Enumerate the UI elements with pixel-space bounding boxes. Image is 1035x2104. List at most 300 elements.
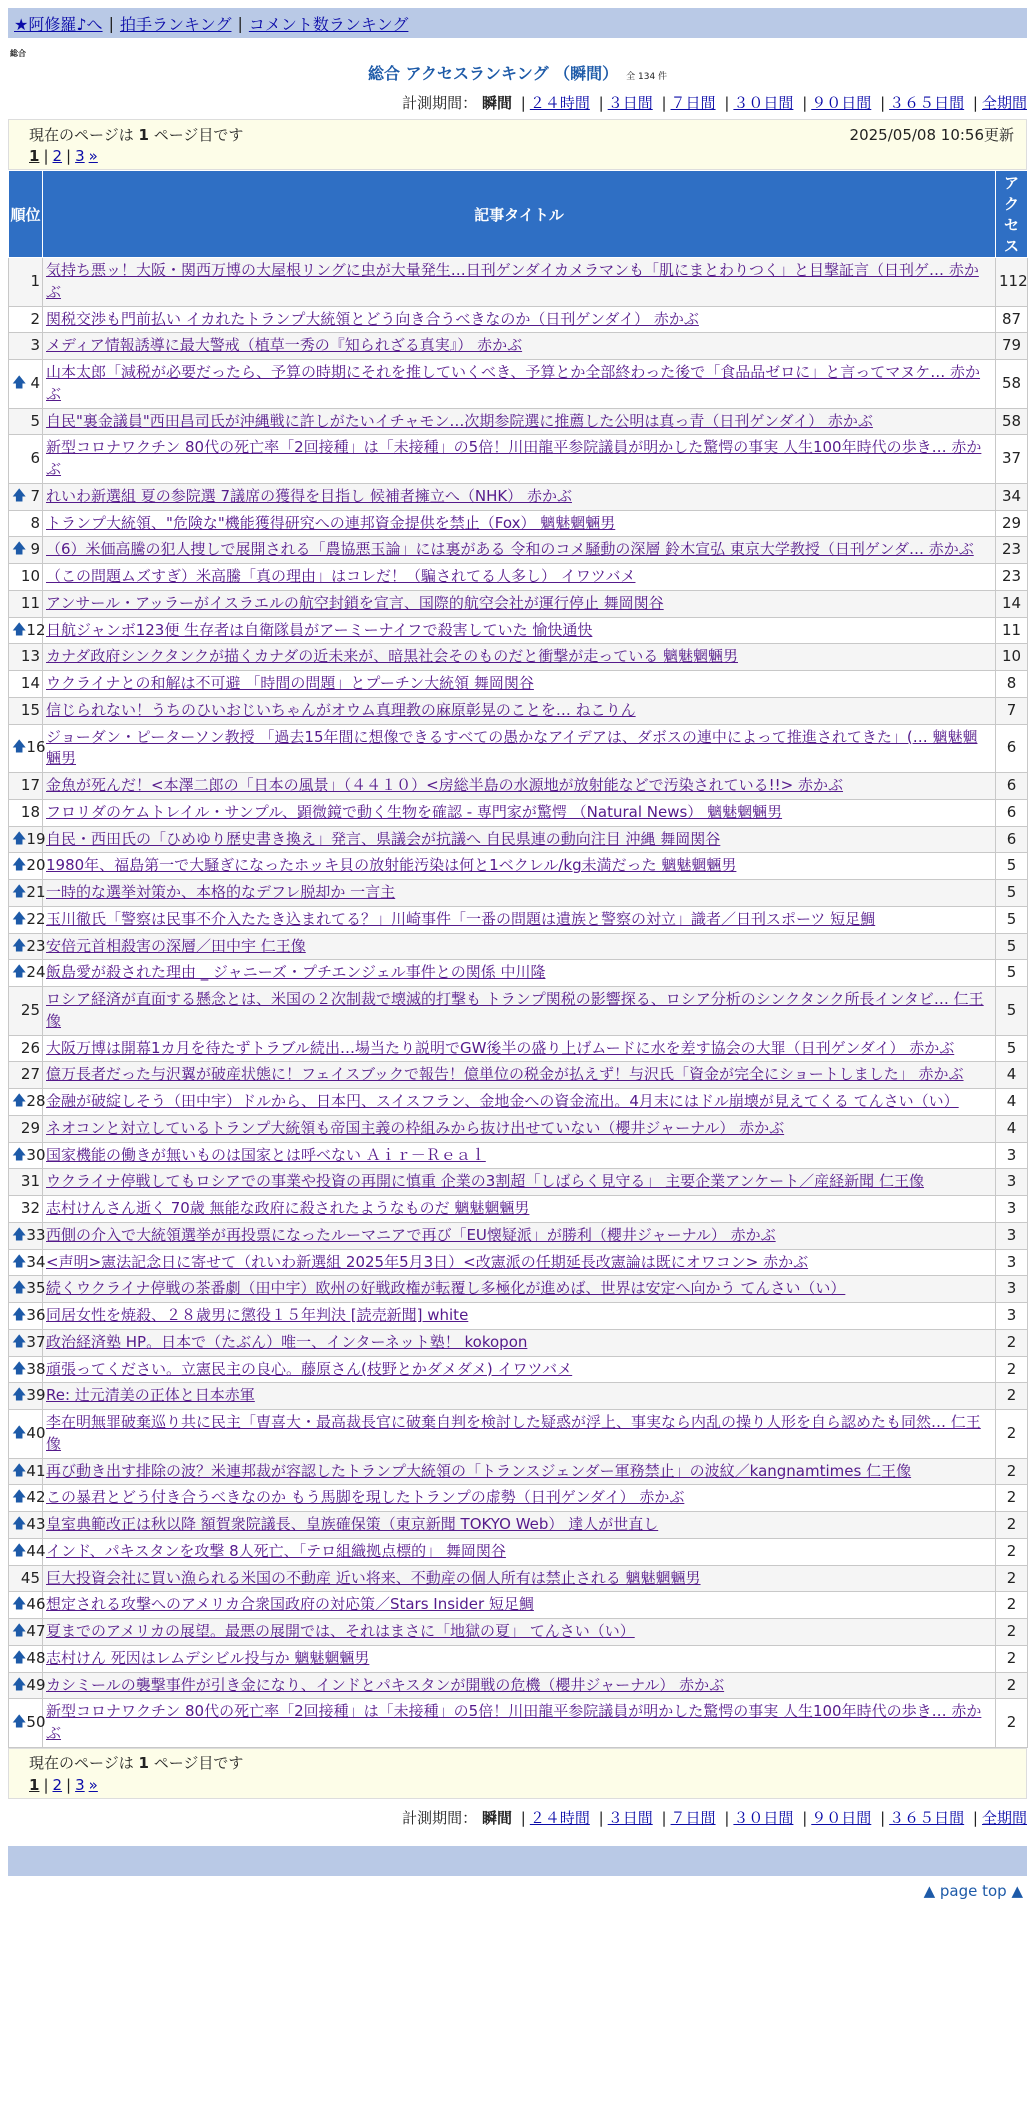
article-link[interactable]: 新型コロナワクチン 80代の死亡率「2回接種」は「未接種」の5倍！川田龍平参院議員が明かした驚愕の事実 人生100年時代の歩き… 赤かぶ (46, 438, 982, 478)
table-row (9, 1619, 1028, 1646)
rank-cell (9, 1699, 46, 1748)
article-link[interactable]: 志村けん 死因はレムデシビル投与か 魑魅魍魎男 (46, 1648, 370, 1667)
period-selector-top: 計測期間： 瞬間 | ２４時間 | ３日間 | ７日間 | ３０日間 | ９０日間 | ３６５日間 | 全期間 (402, 94, 1027, 112)
rank-cell (9, 724, 46, 773)
access-count: 2 (996, 1619, 1028, 1646)
table-row (9, 1672, 1028, 1699)
table-row (9, 960, 1028, 987)
article-link[interactable]: 再び動き出す排除の波？米連邦裁が容認したトランプ大統領の「トランスジェンダー軍務禁止」の波紋／kangnamtimes 仁王像 (46, 1461, 912, 1480)
title-cell (43, 1512, 996, 1539)
rank-number: 22 (26, 909, 46, 928)
title-cell (43, 1592, 996, 1619)
rank-cell (9, 483, 43, 510)
table-row (9, 1062, 1028, 1089)
rank-cell (9, 537, 43, 564)
article-link[interactable]: ロシア経済が直面する懸念とは、米国の２次制裁で壊滅的打撃も トランプ関税の影響探る、ロシア分析のシンクタンク所長インタビ… 仁王像 (46, 990, 984, 1030)
period-current: 瞬間 (481, 1808, 512, 1827)
rank-up-arrow-icon: 🡅 (12, 1676, 27, 1693)
period-link-90d[interactable]: ９０日間 (811, 94, 872, 112)
article-link[interactable]: 巨大投資会社に買い漁られる米国の不動産 近い将来、不動産の個人所有は禁止される 魑魅魍魎男 (46, 1568, 701, 1587)
page-link-2[interactable]: 2 (52, 147, 63, 165)
title-cell (43, 1672, 996, 1699)
table-row (9, 724, 1028, 773)
title-cell (43, 1485, 996, 1512)
article-link[interactable]: この暴君とどう付き合うべきなのか もう馬脚を現したトランプの虚勢（日刊ゲンダイ） 赤かぶ (46, 1488, 685, 1507)
article-link[interactable]: 国家機能の働きが無いものは国家とは呼べない Ａｉｒ－Ｒｅａｌ (46, 1145, 486, 1164)
rank-up-arrow-icon: 🡅 (12, 937, 27, 954)
access-count: 79 (996, 333, 1028, 360)
table-row (9, 617, 1028, 644)
table-row (9, 590, 1028, 617)
article-link[interactable]: 志村けんさん逝く 70歳 無能な政府に殺されたようなものだ 魑魅魍魎男 (46, 1199, 530, 1217)
table-row (9, 1222, 1028, 1249)
rank-number: 17 (20, 776, 40, 794)
access-count: 5 (996, 933, 1028, 960)
article-link[interactable]: ネオコンと対立しているトランプ大統領も帝国主義の枠組みから抜け出せていない（櫻井ジャーナル） 赤かぶ (46, 1118, 785, 1137)
rank-up-arrow-icon: 🡅 (12, 1226, 27, 1243)
header-rank: 順位 (9, 171, 43, 258)
rank-number: 7 (30, 486, 40, 505)
home-link[interactable]: ★阿修羅♪へ (14, 14, 103, 34)
period-link-90d[interactable]: ９０日間 (811, 1808, 872, 1827)
rank-cell (9, 644, 43, 671)
rank-up-arrow-icon: 🡅 (12, 1714, 27, 1731)
article-link[interactable]: 信じられない！うちのひいおじいちゃんがオウム真理教の麻原彰晃のことを… ねこりん (46, 700, 636, 719)
article-link[interactable]: <声明>憲法記念日に寄せて（れいわ新選組 2025年5月3日）<改憲派の任期延長改憲論は既にオワコン> 赤かぶ (46, 1252, 809, 1271)
article-link[interactable]: ウクライナとの和解は不可避 「時間の問題」とプーチン大統領 舞岡関谷 (46, 674, 534, 692)
title-cell (43, 799, 996, 826)
rank-up-arrow-icon: 🡅 (12, 1360, 27, 1377)
table-row (9, 1699, 1028, 1748)
page-top-link[interactable]: ▲ page top ▲ (923, 1881, 1023, 1900)
title-cell (43, 880, 996, 907)
clap-ranking-link[interactable]: 拍手ランキング (119, 14, 232, 34)
rank-number: 45 (20, 1568, 40, 1587)
table-row (9, 906, 1028, 933)
period-link-7d[interactable]: ７日間 (670, 94, 716, 112)
rank-cell (9, 590, 43, 617)
period-link-30d[interactable]: ３０日間 (733, 94, 794, 112)
article-link[interactable]: 自民"裏金議員"西田昌司氏が沖縄戦に許しがたいイチャモン…次期参院選に推薦した公明は真っ青（日刊ゲンダイ） 赤かぶ (46, 411, 873, 430)
rank-up-arrow-icon: 🡅 (12, 857, 27, 874)
period-link-3d[interactable]: ３日間 (607, 94, 653, 112)
rank-up-arrow-icon: 🡅 (12, 884, 27, 900)
article-link[interactable]: 金融が破綻しそう（田中宇）ドルから、日本円、スイスフラン、金地金への資金流出。4月末にはドル崩壊が見えてくる てんさい（い） (46, 1092, 959, 1110)
table-row (9, 537, 1028, 564)
title-cell (43, 1089, 996, 1116)
rank-cell (9, 1512, 46, 1539)
article-link[interactable]: 同居女性を焼殺、２８歳男に懲役１５年判決 [読売新聞] white (46, 1306, 469, 1324)
rank-number: 43 (26, 1515, 46, 1533)
period-link-30d[interactable]: ３０日間 (733, 1808, 794, 1827)
title-cell (43, 987, 996, 1036)
rank-number: 21 (26, 883, 46, 901)
rank-up-arrow-icon: 🡅 (12, 374, 27, 391)
rank-number: 24 (26, 963, 46, 982)
rank-up-arrow-icon: 🡅 (12, 1387, 27, 1404)
table-row (9, 408, 1028, 435)
table-row (9, 1485, 1028, 1512)
table-row (9, 564, 1028, 591)
period-link-365d[interactable]: ３６５日間 (889, 1808, 965, 1827)
rank-cell (9, 258, 43, 307)
page-next-link[interactable]: » (88, 1775, 98, 1794)
access-count: 6 (996, 773, 1028, 800)
article-link[interactable]: 一時的な選挙対策か、本格的なデフレ脱却か 一言主 (46, 883, 396, 901)
article-link[interactable]: 気持ち悪ッ！大阪・関西万博の大屋根リングに虫が大量発生…日刊ゲンダイカメラマンも「肌にまとわりつく」と目撃証言（日刊ゲ… 赤かぶ (46, 261, 979, 301)
access-count: 34 (996, 483, 1028, 510)
table-row (9, 773, 1028, 800)
access-count: 23 (996, 537, 1028, 564)
rank-number: 28 (26, 1092, 46, 1110)
rank-cell (9, 360, 43, 409)
rank-cell (9, 697, 43, 724)
page-title (8, 61, 1027, 84)
article-link[interactable]: Re: 辻元清美の正体と日本赤軍 (46, 1386, 255, 1405)
title-cell (43, 906, 996, 933)
table-row (9, 671, 1028, 698)
rank-number: 36 (26, 1306, 46, 1324)
rank-cell (9, 1565, 43, 1592)
title-cell (43, 360, 996, 409)
rank-cell (9, 933, 46, 960)
article-link[interactable]: 夏までのアメリカの展望。最悪の展開では、それはまさに「地獄の夏」 てんさい（い） (46, 1622, 635, 1640)
access-count: 3 (996, 1142, 1028, 1169)
rank-cell (9, 1222, 46, 1249)
access-count: 8 (996, 671, 1028, 698)
table-row (9, 258, 1028, 307)
article-link[interactable]: ウクライナ停戦してもロシアでの事業や投資の再開に慎重 企業の3割超「しばらく見守る」 主要企業アンケート／産経新聞 仁王像 (46, 1172, 924, 1191)
rank-cell (9, 671, 43, 698)
article-link[interactable]: 安倍元首相殺害の深層／田中宇 仁王像 (46, 936, 306, 955)
rank-cell (9, 435, 43, 484)
rank-number: 27 (20, 1065, 40, 1084)
access-count: 6 (996, 724, 1028, 773)
rank-number: 16 (26, 738, 46, 757)
access-count: 58 (996, 360, 1028, 409)
title-cell (43, 564, 996, 591)
table-row (9, 880, 1028, 907)
title-cell (43, 1645, 996, 1672)
rank-cell (9, 510, 43, 537)
period-link-24h[interactable]: ２４時間 (529, 1808, 590, 1827)
rank-cell (9, 1383, 46, 1410)
rank-cell (9, 1249, 46, 1276)
table-row (9, 483, 1028, 510)
rank-number: 32 (20, 1199, 40, 1217)
article-link[interactable]: （この問題ムズすぎ）米高騰「真の理由」はコレだ！（騙されてる人多し） イワツバメ (46, 567, 636, 585)
title-cell (43, 590, 996, 617)
page-link-3[interactable]: 3 (75, 147, 85, 165)
access-count: 6 (996, 799, 1028, 826)
title-cell (43, 1115, 996, 1142)
title-cell (43, 853, 996, 880)
title-cell (43, 1538, 996, 1565)
access-count: 5 (996, 853, 1028, 880)
article-link[interactable]: カシミールの襲撃事件が引き金になり、インドとパキスタンが開戦の危機（櫻井ジャーナル） 赤かぶ (46, 1675, 725, 1694)
table-row (9, 1196, 1028, 1223)
table-row (9, 1356, 1028, 1383)
access-count: 2 (996, 1645, 1028, 1672)
title-cell (43, 671, 996, 698)
rank-number: 40 (26, 1423, 46, 1442)
article-link[interactable]: 自民・西田氏の「ひめゆり歴史書き換え」発言、県議会が抗議へ 自民県連の動向注目 沖縄 舞岡関谷 (46, 829, 721, 848)
access-count: 3 (996, 1276, 1028, 1303)
rank-up-arrow-icon: 🡅 (12, 1424, 27, 1441)
rank-cell (9, 853, 46, 880)
title-cell (43, 1035, 996, 1062)
article-link[interactable]: 続くウクライナ停戦の茶番劇（田中宇）欧州の好戦政権が転覆し多極化が進めば、世界は安定へ向かう てんさい（い） (46, 1279, 846, 1298)
access-count: 3 (996, 1169, 1028, 1196)
article-link[interactable]: れいわ新選組 夏の参院選 7議席の獲得を目指し 候補者擁立へ（NHK） 赤かぶ (46, 486, 572, 505)
access-count: 11 (996, 617, 1028, 644)
rank-cell (9, 987, 43, 1036)
total-count: 全 134 件 (626, 72, 668, 82)
table-row (9, 1169, 1028, 1196)
page-status: 現在のページは 1 ページ目です (29, 125, 244, 144)
page-link-3[interactable]: 3 (75, 1775, 85, 1794)
rank-up-arrow-icon: 🡅 (12, 1516, 27, 1532)
period-link-all[interactable]: 全期間 (981, 1808, 1027, 1827)
rank-cell (9, 1276, 46, 1303)
access-count: 87 (996, 306, 1028, 333)
rank-cell (9, 1619, 46, 1646)
article-link[interactable]: インド、パキスタンを攻撃 8人死亡、「テロ組織拠点標的」 舞岡関谷 (46, 1541, 506, 1560)
period-link-365d[interactable]: ３６５日間 (889, 94, 965, 112)
table-row (9, 1565, 1028, 1592)
rank-up-arrow-icon: 🡅 (12, 1093, 27, 1109)
rank-number: 15 (20, 700, 40, 719)
title-cell (43, 617, 996, 644)
nav-separator: | (108, 13, 114, 33)
table-row (9, 1276, 1028, 1303)
rank-cell (9, 960, 46, 987)
access-count: 23 (996, 564, 1028, 591)
article-link[interactable]: 李在明無罪破棄巡り共に民主「曺喜大・最高裁長官に破棄自判を検討した疑惑が浮上、事実なら内乱の操り人形を自ら認めたも同然… 仁王像 (46, 1413, 981, 1453)
table-row (9, 826, 1028, 853)
rank-cell (9, 1458, 46, 1485)
table-row (9, 1089, 1028, 1116)
access-count: 4 (996, 1115, 1028, 1142)
rank-cell (9, 1410, 46, 1459)
rank-number: 14 (20, 674, 40, 692)
rank-number: 18 (20, 802, 40, 821)
access-count: 4 (996, 1089, 1028, 1116)
rank-up-arrow-icon: 🡅 (12, 1333, 27, 1350)
title-cell (43, 1329, 996, 1356)
title-cell (43, 1196, 996, 1223)
title-cell (43, 1169, 996, 1196)
rank-number: 4 (30, 373, 40, 392)
period-link-3d[interactable]: ３日間 (607, 1808, 653, 1827)
title-cell (43, 306, 996, 333)
article-link[interactable]: 金魚が死んだ！<本澤二郎の「日本の風景」（４４１０）<房総半島の水源地が放射能などで汚染されている!!> 赤かぶ (46, 776, 844, 794)
rank-up-arrow-icon: 🡅 (12, 621, 27, 638)
title-cell (43, 933, 996, 960)
title-cell (43, 1356, 996, 1383)
period-current: 瞬間 (481, 94, 512, 112)
article-link[interactable]: 新型コロナワクチン 80代の死亡率「2回接種」は「未接種」の5倍！川田龍平参院議員が明かした驚愕の事実 人生100年時代の歩き… 赤かぶ (46, 1702, 982, 1742)
rank-cell (9, 773, 43, 800)
access-count: 2 (996, 1410, 1028, 1459)
article-link[interactable]: 飯島愛が殺された理由 _ ジャニーズ・プチエンジェル事件との関係 中川隆 (46, 963, 546, 982)
rank-cell (9, 1089, 46, 1116)
article-link[interactable]: 西側の介入で大統領選挙が再投票になったルーマニアで再び「EU懐疑派」が勝利（櫻井ジャーナル） 赤かぶ (46, 1225, 776, 1244)
article-link[interactable]: 日航ジャンボ123便 生存者は自衛隊員がアーミーナイフで殺害していた 愉快通快 (46, 620, 593, 639)
rank-cell (9, 1672, 46, 1699)
rank-number: 9 (30, 540, 40, 559)
title-cell (43, 1303, 996, 1330)
rank-up-arrow-icon: 🡅 (12, 1307, 27, 1323)
article-link[interactable]: 政治経済塾 HP。日本で（たぶん）唯一、インターネット塾！ kokopon (46, 1332, 528, 1351)
access-count: 5 (996, 906, 1028, 933)
period-label: 計測期間： (402, 1808, 478, 1827)
access-count: 2 (996, 1565, 1028, 1592)
bottom-bar (8, 1846, 1027, 1876)
table-row (9, 1142, 1028, 1169)
period-link-7d[interactable]: ７日間 (670, 1808, 716, 1827)
rank-number: 38 (26, 1359, 46, 1378)
rank-up-arrow-icon: 🡅 (12, 1623, 27, 1639)
article-link[interactable]: アンサール・アッラーがイスラエルの航空封鎖を宣言、国際的航空会社が運行停止 舞岡関谷 (46, 593, 664, 612)
table-row (9, 1592, 1028, 1619)
table-row (9, 1035, 1028, 1062)
rank-number: 26 (20, 1038, 40, 1057)
table-row (9, 1538, 1028, 1565)
rank-number: 8 (30, 513, 40, 532)
title-cell (43, 1062, 996, 1089)
title-cell (43, 826, 996, 853)
title-cell (43, 1383, 996, 1410)
article-link[interactable]: 1980年、福島第一で大騒ぎになったホッキ貝の放射能汚染は何と1ベクレル/kg未満だった 魑魅魍魎男 (46, 856, 737, 875)
access-count: 10 (996, 644, 1028, 671)
article-link[interactable]: 億万長者だった与沢翼が破産状態に！フェイスブックで報告！億単位の税金が払えず！与沢氏「資金が完全にショートしました」 赤かぶ (46, 1065, 964, 1084)
article-link[interactable]: 山本太郎「減税が必要だったら、予算の時期にそれを推していくべき、予算とか全部終わった後で「食品品ゼロに」と言ってマヌケ… 赤かぶ (46, 363, 981, 403)
table-row (9, 1383, 1028, 1410)
access-count: 58 (996, 408, 1028, 435)
table-row (9, 333, 1028, 360)
access-count: 3 (996, 1303, 1028, 1330)
rank-cell (9, 1169, 43, 1196)
rank-number: 3 (30, 336, 40, 355)
table-row (9, 510, 1028, 537)
rank-number: 25 (20, 1000, 40, 1019)
rank-cell (9, 617, 46, 644)
period-label: 計測期間： (402, 94, 478, 112)
page-current: 1 (29, 1775, 40, 1794)
title-cell (43, 537, 996, 564)
table-row (9, 1249, 1028, 1276)
rank-number: 35 (26, 1279, 46, 1298)
table-row (9, 987, 1028, 1036)
rank-up-arrow-icon: 🡅 (12, 1146, 27, 1163)
rank-number: 44 (26, 1541, 46, 1560)
rank-cell (9, 799, 43, 826)
rank-number: 46 (26, 1595, 46, 1614)
period-link-24h[interactable]: ２４時間 (529, 94, 590, 112)
rank-up-arrow-icon: 🡅 (12, 830, 27, 847)
article-link[interactable]: トランプ大統領、"危険な"機能獲得研究への連邦資金提供を禁止（Fox） 魑魅魍魎男 (46, 513, 616, 532)
title-cell (43, 258, 996, 307)
table-row (9, 1303, 1028, 1330)
article-link[interactable]: ジョーダン・ピーターソン教授 「過去15年間に想像できるすべての愚かなアイデアは、ダボスの連中によって推進されてきた」(… 魑魅魍魎男 (46, 727, 978, 768)
rank-up-arrow-icon: 🡅 (12, 910, 27, 927)
rank-number: 1 (30, 271, 40, 290)
rank-cell (9, 826, 46, 853)
table-row (9, 435, 1028, 484)
article-link[interactable]: 頑張ってください。立憲民主の良心。藤原さん(枝野とかダメダメ) イワツバメ (46, 1359, 573, 1378)
rank-cell (9, 1035, 43, 1062)
article-link[interactable]: カナダ政府シンクタンクが描くカナダの近未来が、暗黒社会そのものだと衝撃が走っている 魑魅魍魎男 (46, 647, 738, 666)
rank-number: 23 (26, 936, 46, 955)
title-cell (43, 1565, 996, 1592)
period-selector-bottom: 計測期間： 瞬間 | ２４時間 | ３日間 | ７日間 | ３０日間 | ９０日間 | ３６５日間 | 全期間 (402, 1808, 1027, 1827)
rank-cell (9, 1645, 46, 1672)
rank-number: 37 (26, 1332, 46, 1351)
rank-number: 48 (26, 1648, 46, 1667)
access-count: 2 (996, 1512, 1028, 1539)
rank-number: 13 (20, 647, 40, 666)
article-link[interactable]: フロリダのケムトレイル・サンプル、顕微鏡で動く生物を確認 - 専門家が驚愕 （Natural News） 魑魅魍魎男 (46, 802, 783, 821)
access-count: 2 (996, 1672, 1028, 1699)
access-count: 112 (996, 258, 1028, 307)
table-row (9, 853, 1028, 880)
access-count: 5 (996, 1035, 1028, 1062)
rank-up-arrow-icon: 🡅 (12, 739, 27, 756)
rank-up-arrow-icon: 🡅 (12, 487, 27, 504)
title-cell (43, 724, 996, 773)
rank-number: 33 (26, 1225, 46, 1244)
article-link[interactable]: 想定される攻撃へのアメリカ合衆国政府の対応策／Stars Insider 短足鯛 (46, 1595, 534, 1614)
rank-cell (9, 1115, 43, 1142)
rank-up-arrow-icon: 🡅 (12, 541, 27, 558)
period-link-all[interactable]: 全期間 (981, 94, 1027, 112)
rank-cell (9, 880, 46, 907)
rank-cell (9, 1196, 43, 1223)
article-link[interactable]: 皇室典範改正は秋以降 額賀衆院議長、皇族確保策（東京新聞 TOKYO Web） 達人が世直し (46, 1515, 659, 1533)
table-row (9, 360, 1028, 409)
rank-cell (9, 333, 43, 360)
table-row (9, 1645, 1028, 1672)
rank-cell (9, 1538, 46, 1565)
header-title: 記事タイトル (43, 171, 996, 258)
page-next-link[interactable]: » (88, 147, 98, 165)
rank-number: 2 (30, 309, 40, 328)
pager-bottom: 現在のページは 1 ページ目です 1 | 2 | 3 » (8, 1748, 1027, 1799)
access-count: 2 (996, 1329, 1028, 1356)
access-count: 5 (996, 987, 1028, 1036)
rank-number: 49 (26, 1675, 46, 1694)
article-link[interactable]: 関税交渉も門前払い イカれたトランプ大統領とどう向き合うべきなのか（日刊ゲンダイ） 赤かぶ (46, 309, 699, 328)
table-row (9, 1512, 1028, 1539)
title-cell (43, 435, 996, 484)
table-row (9, 799, 1028, 826)
comment-ranking-link[interactable]: コメント数ランキング (248, 14, 409, 34)
article-link[interactable]: （6）米価高騰の犯人捜しで展開される「農協悪玉論」には裏がある 令和のコメ騒動の深層 鈴木宣弘 東京大学教授（日刊ゲンダ… 赤かぶ (46, 540, 974, 559)
access-count: 6 (996, 826, 1028, 853)
article-link[interactable]: メディア情報誘導に最大警戒（植草一秀の『知られざる真実』） 赤かぶ (46, 336, 523, 355)
rank-number: 42 (26, 1488, 46, 1507)
article-link[interactable]: 玉川徹氏「警察は民事不介入たたき込まれてる？」川崎事件「一番の問題は遺族と警察の対立」識者／日刊スポーツ 短足鯛 (46, 909, 876, 928)
page-link-2[interactable]: 2 (52, 1775, 63, 1794)
access-count: 3 (996, 1222, 1028, 1249)
access-count: 2 (996, 1592, 1028, 1619)
rank-up-arrow-icon: 🡅 (12, 1253, 27, 1270)
page-current: 1 (29, 147, 40, 165)
rank-up-arrow-icon: 🡅 (12, 1596, 27, 1613)
article-link[interactable]: 大阪万博は開幕1カ月を待たずトラブル続出…場当たり説明でGW後半の盛り上げムードに水を差す協会の大罪（日刊ゲンダイ） 赤かぶ (46, 1038, 955, 1057)
rank-cell (9, 1485, 46, 1512)
